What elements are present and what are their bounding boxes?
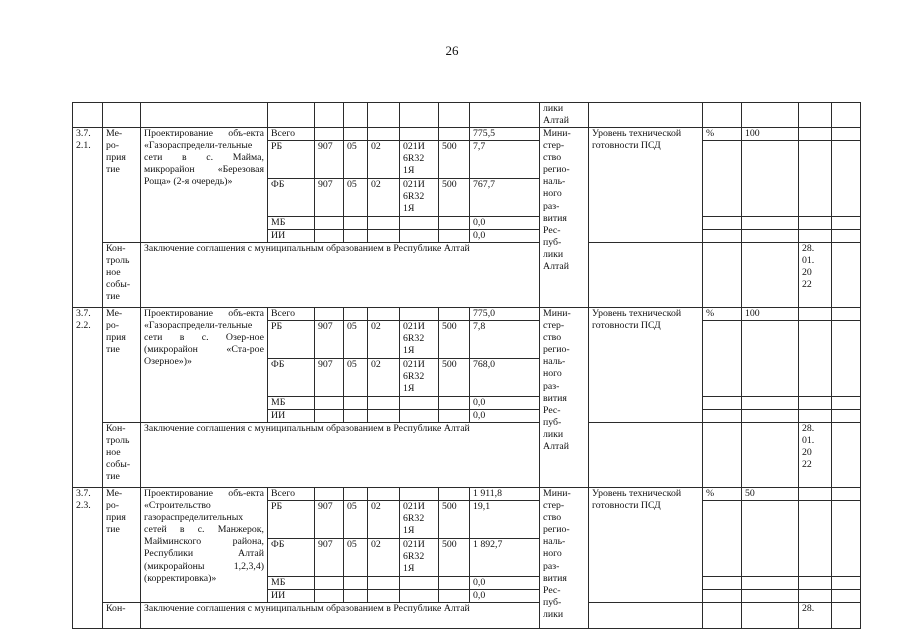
csr-code — [399, 127, 439, 141]
rz-code — [343, 409, 368, 423]
rz-code: 05 — [343, 538, 368, 577]
empty-cell — [798, 216, 832, 230]
funding-source: Всего — [267, 487, 315, 501]
grbs-code — [314, 396, 344, 410]
funding-source: ФБ — [267, 358, 315, 397]
control-event-type: Кон- троль ное собы- тие — [102, 422, 141, 488]
vr-code — [438, 127, 470, 141]
empty-cell — [798, 102, 832, 128]
rz-code: 05 — [343, 320, 368, 359]
indicator-value: 50 — [741, 487, 799, 501]
funding-source: Всего — [267, 127, 315, 141]
funding-amount: 0,0 — [469, 396, 540, 410]
rz-code — [343, 396, 368, 410]
pr-code — [367, 487, 400, 501]
empty-cell — [831, 500, 861, 577]
pr-code: 02 — [367, 500, 400, 539]
empty-cell — [702, 216, 742, 230]
empty-cell — [702, 409, 742, 423]
dept-cell-continued: лики Алтай — [539, 102, 589, 128]
empty-cell — [831, 589, 861, 603]
pr-code — [367, 216, 400, 230]
empty-cell — [741, 320, 799, 397]
empty-cell — [831, 320, 861, 397]
empty-cell — [588, 102, 703, 128]
grbs-code: 907 — [314, 320, 344, 359]
empty-cell — [741, 500, 799, 577]
empty-cell — [798, 229, 832, 243]
control-event-date: 28. 01. 20 22 — [798, 422, 832, 488]
empty-cell — [702, 320, 742, 397]
empty-cell — [72, 102, 103, 128]
funding-source: ФБ — [267, 178, 315, 217]
grbs-code — [314, 487, 344, 501]
empty-cell — [741, 140, 799, 217]
empty-cell — [102, 102, 141, 128]
grbs-code: 907 — [314, 140, 344, 179]
rz-code — [343, 307, 368, 321]
csr-code: 021И 6R32 1Я — [399, 500, 439, 539]
empty-cell — [702, 500, 742, 577]
empty-cell — [367, 102, 400, 128]
empty-cell — [798, 396, 832, 410]
funding-amount: 0,0 — [469, 576, 540, 590]
empty-cell — [702, 229, 742, 243]
rz-code — [343, 216, 368, 230]
vr-code: 500 — [438, 178, 470, 217]
control-event-text: Заключение соглашения с муниципальным образованием в Республике Алтай — [140, 422, 540, 488]
empty-cell — [343, 102, 368, 128]
empty-cell — [469, 102, 540, 128]
rz-code — [343, 487, 368, 501]
empty-cell — [798, 409, 832, 423]
empty-cell — [702, 242, 742, 308]
section-number: 3.7. 2.2. — [72, 307, 103, 488]
empty-cell — [741, 589, 799, 603]
funding-amount: 0,0 — [469, 216, 540, 230]
indicator-name: Уровень технической готовности ПСД — [588, 307, 703, 423]
empty-cell — [741, 602, 799, 629]
control-event-text: Заключение соглашения с муниципальным образованием в Республике Алтай — [140, 242, 540, 308]
csr-code — [399, 229, 439, 243]
empty-cell — [798, 307, 832, 321]
empty-cell — [588, 422, 703, 488]
vr-code — [438, 229, 470, 243]
indicator-value: 100 — [741, 307, 799, 321]
indicator-unit: % — [702, 487, 742, 501]
control-event-date: 28. — [798, 602, 832, 629]
grbs-code — [314, 576, 344, 590]
funding-source: МБ — [267, 396, 315, 410]
funding-amount: 7,7 — [469, 140, 540, 179]
rz-code: 05 — [343, 358, 368, 397]
funding-amount: 0,0 — [469, 589, 540, 603]
grbs-code — [314, 229, 344, 243]
funding-source: РБ — [267, 140, 315, 179]
funding-source: ИИ — [267, 409, 315, 423]
empty-cell — [831, 602, 861, 629]
control-event-type: Кон- троль ное собы- тие — [102, 242, 141, 308]
funding-amount: 1 911,8 — [469, 487, 540, 501]
pr-code — [367, 576, 400, 590]
empty-cell — [831, 576, 861, 590]
vr-code — [438, 216, 470, 230]
section-number: 3.7. 2.3. — [72, 487, 103, 629]
empty-cell — [741, 102, 799, 128]
indicator-value: 100 — [741, 127, 799, 141]
funding-amount: 775,0 — [469, 307, 540, 321]
empty-cell — [314, 102, 344, 128]
empty-cell — [741, 396, 799, 410]
pr-code — [367, 307, 400, 321]
responsible-department: Мини- стер- ство регио- наль- ного раз- вития Рес- пуб- лики Алтай — [539, 307, 589, 488]
pr-code — [367, 409, 400, 423]
empty-cell — [831, 422, 861, 488]
empty-cell — [831, 140, 861, 217]
rz-code — [343, 576, 368, 590]
funding-source: МБ — [267, 216, 315, 230]
funding-amount: 19,1 — [469, 500, 540, 539]
empty-cell — [702, 589, 742, 603]
indicator-name: Уровень технической готовности ПСД — [588, 127, 703, 243]
empty-cell — [702, 602, 742, 629]
pr-code: 02 — [367, 178, 400, 217]
grbs-code: 907 — [314, 500, 344, 539]
empty-cell — [140, 102, 268, 128]
empty-cell — [798, 487, 832, 501]
csr-code: 021И 6R32 1Я — [399, 320, 439, 359]
empty-cell — [831, 242, 861, 308]
empty-cell — [831, 307, 861, 321]
funding-amount: 0,0 — [469, 409, 540, 423]
csr-code: 021И 6R32 1Я — [399, 358, 439, 397]
responsible-department: Мини- стер- ство регио- наль- ного раз- вития Рес- пуб- лики Алтай — [539, 127, 589, 308]
rz-code: 05 — [343, 500, 368, 539]
empty-cell — [741, 576, 799, 590]
empty-cell — [798, 127, 832, 141]
grbs-code — [314, 216, 344, 230]
rz-code — [343, 127, 368, 141]
csr-code — [399, 396, 439, 410]
vr-code: 500 — [438, 140, 470, 179]
funding-source: МБ — [267, 576, 315, 590]
csr-code: 021И 6R32 1Я — [399, 178, 439, 217]
pr-code: 02 — [367, 538, 400, 577]
rz-code: 05 — [343, 178, 368, 217]
funding-amount: 767,7 — [469, 178, 540, 217]
vr-code: 500 — [438, 538, 470, 577]
control-event-text: Заключение соглашения с муниципальным образованием в Республике Алтай — [140, 602, 540, 629]
responsible-department: Мини- стер- ство регио- наль- ного раз- вития Рес- пуб- лики — [539, 487, 589, 629]
funding-amount: 7,8 — [469, 320, 540, 359]
empty-cell — [741, 422, 799, 488]
empty-cell — [267, 102, 315, 128]
grbs-code — [314, 307, 344, 321]
grbs-code — [314, 409, 344, 423]
vr-code: 500 — [438, 320, 470, 359]
empty-cell — [702, 396, 742, 410]
empty-cell — [741, 216, 799, 230]
activity-name: Проектирование объ-екта «Газораспредели-тельные сети в с. Озер-ное (микрорайон «Ста-рое Озерное»)» — [140, 307, 268, 423]
rz-code — [343, 589, 368, 603]
empty-cell — [831, 229, 861, 243]
csr-code — [399, 487, 439, 501]
grbs-code: 907 — [314, 178, 344, 217]
activity-type: Ме- ро- прия тие — [102, 487, 141, 603]
empty-cell — [798, 140, 832, 217]
activity-name: Проектирование объ-екта «Газораспредели-тельные сети в с. Майма, микрорайон «Березовая Роща» (2-я очередь)» — [140, 127, 268, 243]
empty-cell — [831, 409, 861, 423]
empty-cell — [588, 242, 703, 308]
funding-source: Всего — [267, 307, 315, 321]
pr-code: 02 — [367, 358, 400, 397]
vr-code — [438, 307, 470, 321]
pr-code — [367, 127, 400, 141]
empty-cell — [702, 102, 742, 128]
csr-code — [399, 409, 439, 423]
csr-code: 021И 6R32 1Я — [399, 140, 439, 179]
control-event-type: Кон- — [102, 602, 141, 629]
csr-code: 021И 6R32 1Я — [399, 538, 439, 577]
empty-cell — [741, 242, 799, 308]
empty-cell — [798, 576, 832, 590]
empty-cell — [831, 487, 861, 501]
empty-cell — [741, 229, 799, 243]
empty-cell — [798, 589, 832, 603]
funding-source: ИИ — [267, 589, 315, 603]
empty-cell — [798, 320, 832, 397]
empty-cell — [399, 102, 439, 128]
empty-cell — [798, 500, 832, 577]
vr-code — [438, 576, 470, 590]
pr-code — [367, 396, 400, 410]
empty-cell — [702, 140, 742, 217]
vr-code — [438, 409, 470, 423]
funding-source: ИИ — [267, 229, 315, 243]
vr-code: 500 — [438, 358, 470, 397]
empty-cell — [702, 422, 742, 488]
funding-amount: 775,5 — [469, 127, 540, 141]
indicator-unit: % — [702, 307, 742, 321]
funding-amount: 1 892,7 — [469, 538, 540, 577]
grbs-code — [314, 127, 344, 141]
page-number: 26 — [445, 43, 459, 58]
rz-code — [343, 229, 368, 243]
pr-code: 02 — [367, 320, 400, 359]
empty-cell — [831, 216, 861, 230]
pr-code — [367, 589, 400, 603]
grbs-code: 907 — [314, 538, 344, 577]
activity-name: Проектирование объ-екта «Строительство газораспределительных сетей в с. Манжерок, Майминского района, Республики Алтай (микрорайоны 1,2,3,4) (корректировка)» — [140, 487, 268, 603]
csr-code — [399, 307, 439, 321]
vr-code — [438, 396, 470, 410]
grbs-code: 907 — [314, 358, 344, 397]
empty-cell — [831, 127, 861, 141]
csr-code — [399, 589, 439, 603]
funding-amount: 768,0 — [469, 358, 540, 397]
activity-type: Ме- ро- прия тие — [102, 307, 141, 423]
empty-cell — [831, 396, 861, 410]
vr-code: 500 — [438, 500, 470, 539]
control-event-date: 28. 01. 20 22 — [798, 242, 832, 308]
empty-cell — [438, 102, 470, 128]
pr-code — [367, 229, 400, 243]
empty-cell — [741, 409, 799, 423]
csr-code — [399, 216, 439, 230]
csr-code — [399, 576, 439, 590]
rz-code: 05 — [343, 140, 368, 179]
empty-cell — [702, 576, 742, 590]
empty-cell — [831, 102, 861, 128]
pr-code: 02 — [367, 140, 400, 179]
section-number: 3.7. 2.1. — [72, 127, 103, 308]
funding-source: РБ — [267, 500, 315, 539]
funding-source: ФБ — [267, 538, 315, 577]
activity-type: Ме- ро- прия тие — [102, 127, 141, 243]
vr-code — [438, 487, 470, 501]
funding-source: РБ — [267, 320, 315, 359]
indicator-unit: % — [702, 127, 742, 141]
indicator-name: Уровень технической готовности ПСД — [588, 487, 703, 603]
funding-amount: 0,0 — [469, 229, 540, 243]
vr-code — [438, 589, 470, 603]
grbs-code — [314, 589, 344, 603]
empty-cell — [588, 602, 703, 629]
